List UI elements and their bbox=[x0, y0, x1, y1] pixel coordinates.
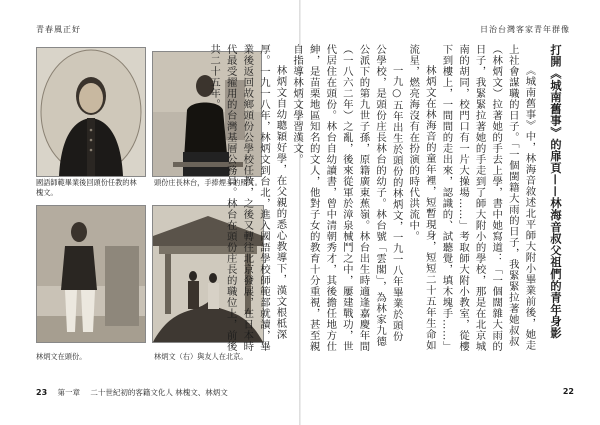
chapter-title: 二十世紀初的客籍文化人 林槐文、林炳文 bbox=[90, 388, 228, 397]
right-running-head: 日治台灣客家青年群像 bbox=[480, 25, 570, 34]
paragraph-1: 《城南舊事》中，林海音敘述北平師大附小畢業前後，她走上社會謀職的日子。「一個閩籍大雨的日子，我緊緊拉著她叔叔（林炳文）拉著她的手去上學，書中她寫道：「一個闊雜大雨的日子，我緊緊拉著她的手走到了師大附小的學校，那是在北京城南的胡同，校門口有一片大操場……」考取師大附小教室，從樓下到樓上，一間間的走出來，認識的、試聽覺，填木塊手……」 bbox=[440, 44, 536, 352]
paragraph-3: 一九○五年出生於頭份的林炳文，一九一八年畢業於頭份公學校，是頭份庄長林台的幼子。林台號「雲閣」，為林家九德公派下的第九世子孫，原籍廣東蕉嶺。林台出生時適逢嘉慶年間（一八六二年）之亂，後來從軍於漳泉械鬥之中，屢建戰功，世代居住在頭份。林台自幼讀書，曾中清朝秀才，其後擔任地方仕紳，是苗栗地區知名的文人，他對子女的教育十分重視，甚至親自指導林炳文學習漢文。 bbox=[291, 44, 403, 352]
photo-portrait-linhuaiwen bbox=[36, 47, 146, 177]
chapter-label: 第一章 bbox=[57, 388, 81, 397]
photo-caption-3: 林炳文在頭份。 bbox=[36, 352, 87, 361]
paragraph-2: 林炳文在林海音的童年裡，短暫現身，短短二十五年生命如流星，燃亮海沒有在扮演的時代洪流中。 bbox=[407, 44, 436, 351]
right-footer bbox=[563, 387, 574, 396]
vertical-body-text bbox=[206, 44, 564, 352]
paragraph-4: 林炳文自幼聰穎好學，在父親的悉心教導下，漢文根柢深厚。一九一八年，林炳文到台北，進入國語學校師範部就讀，畢業後返回故鄉頭份公學校任教，之後又轉往北京發展，在日本時代最受擢用的台灣基層公務員。林台在頭份庄長的職位上，前後共二十五年。 bbox=[208, 44, 287, 352]
right-page-number: 22 bbox=[562, 387, 574, 396]
left-running-head: 青春風正好 bbox=[36, 25, 81, 34]
photo-standing-linbingwen bbox=[36, 205, 146, 343]
photo-caption-4: 林炳文（右）與友人在北京。 bbox=[154, 352, 248, 361]
section-title: 打開《城南舊事》的扉頁——林海音叔父祖們的青年身影 bbox=[549, 44, 563, 339]
photo-caption-2: 頭份庄長林台，手捧煙斗的照片。 bbox=[154, 178, 262, 187]
left-page-number: 23 bbox=[36, 388, 48, 397]
photo-caption-1: 國語師範畢業後回頭份任教的林 槐文。 bbox=[36, 178, 137, 197]
left-footer bbox=[36, 387, 228, 398]
